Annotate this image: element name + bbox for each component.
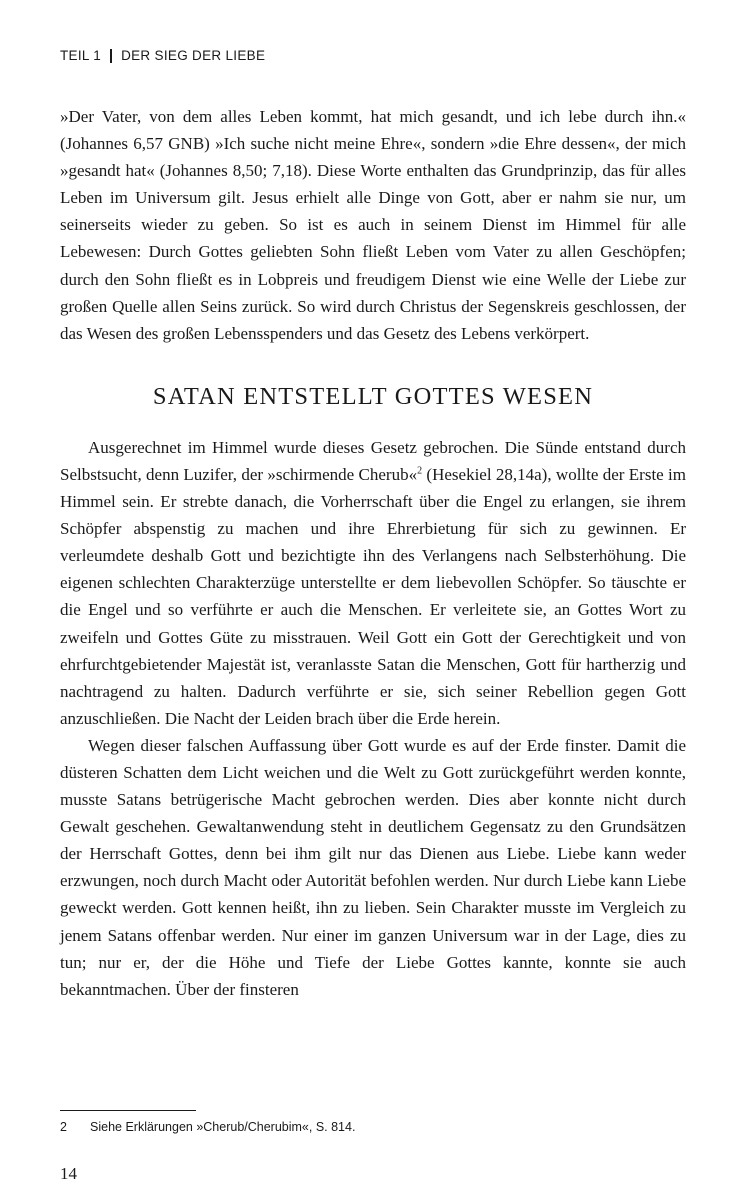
body-text (60, 103, 686, 1003)
footnote-reference[interactable]: 2 (417, 465, 423, 477)
paragraph: »Der Vater, von dem alles Leben kommt, hat mich gesandt, und ich lebe durch ihn.« (Johannes 6,57 GNB) »Ich suche nicht meine Ehre«, sondern »die Ehre dessen«, der mich »gesandt hat« (Johannes 8,50; 7,18). Diese Worte enthalten das Grundprinzip, das für alles Leben im Universum gilt. Jesus erhielt alle Dinge von Gott, aber er nahm sie nur, um seinerseits wieder zu geben. So ist es auch in seinem Dienst im Himmel für alle Lebewesen: Durch Gottes geliebten Sohn fließt Leben vom Vater zu allen Geschöpfen; durch den Sohn fließt es in Lobpreis und freudigem Dienst wie eine Welle der Liebe zur großen Quelle allen Seins zurück. So wird durch Christus der Segenskreis geschlossen, der das Wesen des großen Lebensspenders und das Gesetz des Lebens verkörpert. (60, 107, 686, 343)
running-head-title: DER SIEG DER LIEBE (121, 48, 266, 63)
paragraph (60, 434, 686, 732)
footnote-divider (60, 1110, 196, 1111)
running-head-separator (110, 49, 112, 63)
page-number: 14 (60, 1164, 77, 1183)
section-heading: SATAN ENTSTELLT GOTTES WESEN (152, 382, 594, 410)
footnote-number: 2 (60, 1120, 67, 1134)
paragraph-text: (Hesekiel 28,14a), wollte der Erste im Himmel sein. Er strebte danach, die Vorherrschaft über die Engel zu erlangen, sie ihrem Schöpfer abspenstig zu machen und ihre Ehrerbietung für sich zu gewinnen. Er verleumdete deshalb Gott und bezichtigte ihn des Verlangens nach Selbsterhöhung. Die eigenen schlechten Charakterzüge unterstellte er dem liebevollen Schöpfer. So täuschte er die Engel und so verführte er auch die Menschen. Er verleitete sie, an Gottes Wort zu zweifeln und Gottes Güte zu misstrauen. Weil Gott ein Gott der Gerechtigkeit und von ehrfurchtgebietender Majestät ist, veranlasste Satan die Menschen, Gott für hartherzig und nachtragend zu halten. Dadurch verführte er sie, sich seiner Rebellion gegen Gott anzuschließen. Die Nacht der Leiden brach über die Erde herein. (60, 464, 686, 728)
running-head (60, 48, 265, 63)
paragraph-text: Ausgerechnet im Himmel wurde dieses Gesetz gebrochen. Die Sünde entstand durch Selbstsucht, denn Luzifer, der »schirmende Cherub« (60, 437, 686, 484)
paragraph: Wegen dieser falschen Auffassung über Gott wurde es auf der Erde finster. Damit die düsteren Schatten dem Licht weichen und die Welt zu Gott zurückgeführt werden konnte, musste Satans betrügerische Macht gebrochen werden. Dies aber konnte nicht durch Gewalt geschehen. Gewaltanwendung steht in deutlichem Gegensatz zu den Grundsätzen der Herrschaft Gottes, denn bei ihm gilt nur das Dienen aus Liebe. Liebe kann weder erzwungen, noch durch Macht oder Autorität befohlen werden. Nur durch Liebe kann Liebe geweckt werden. Gott kennen heißt, ihn zu lieben. Sein Charakter musste im Vergleich zu jenem Satans offenbar werden. Nur einer im ganzen Universum war in der Lage, dies zu tun; nur er, der die Höhe und Tiefe der Liebe Gottes kannte, konnte sie auch bekanntmachen. Über der finsteren (60, 735, 686, 999)
footnote-text: Siehe Erklärungen »Cherub/Cherubim«, S. 814. (90, 1120, 356, 1134)
footnote (60, 1120, 355, 1134)
running-head-part: TEIL 1 (60, 48, 102, 63)
